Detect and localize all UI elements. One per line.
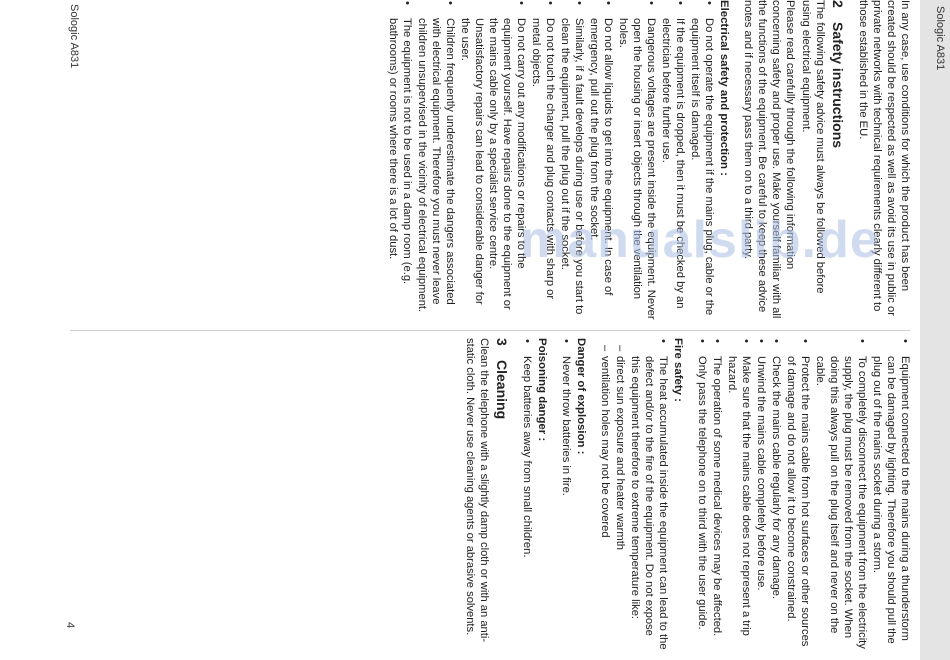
page-number: 4 [64,622,76,629]
fire-safety-list [628,338,670,650]
dash-item: – direct sun exposure and heater warmth [613,338,627,650]
poisoning-list [520,338,534,650]
fire-safety-heading: Fire safety : [672,338,684,402]
section-3-heading [493,338,510,650]
list-item: • The operation of some medical devices may be affected. [710,338,724,650]
list-item: • If the equipment is dropped, then it must be checked by an electrician before further use. [659,0,687,322]
cleaning-paragraph: Clean the telephone with a slightly damp cloth or with an anti-static cloth. Never use cleaning agents or abrasive solvents. [464,338,490,643]
list-item: • Unwind the mains cable completely before use. [754,338,768,650]
list-item: • Do not touch the charger and plug contacts with sharp or metal objects. [529,0,557,322]
list-item: • Keep batteries away from small children. [520,338,534,650]
fire-dash-list [598,338,627,650]
explosion-heading: Danger of explosion : [575,338,587,455]
list-item: • Do not allow liquids to get into the equipment. In case of emergency, pull out the plug from the socket. [587,0,615,322]
section-2-heading [829,0,846,322]
list-item: • Protect the mains cable from hot surfaces or other sources of damage and do not allow it to become constrained. [784,338,812,650]
page-footer: Sologic A831 [68,4,80,69]
section-title: Cleaning [494,360,510,420]
dash-item: – ventilation holes may not be covered [598,338,612,650]
list-item: • Never throw batteries in fire. [559,338,573,650]
section-title: Safety instructions [830,22,846,149]
column-divider [70,330,910,331]
safety-paragraph-2: Please read carefully through the following information concerning safety and proper use. Make yourself familiar with all the functions of the equipment. Be careful to keep these advice notes and if necessary pass them on to a third party. [742,0,796,319]
electrical-safety-heading: Electrical safety and protection : [718,0,730,176]
poisoning-heading: Poisoning danger : [536,338,548,442]
list-item: • Only pass the telephone on to third with the user guide. [695,338,709,650]
list-item: • The heat accumulated inside the equipment can lead to the defect and/or to the fire of the equipment. Do not expose this equipment therefore to extreme temperature like: [628,338,670,650]
list-item: • Do not operate the equipment if the mains plug, cable or the equipment itself is damaged. [688,0,716,322]
list-item: • Do not carry out any modifications or repairs to the equipment yourself. Have repairs done to the equipment or the mains cable only by a specialist service centre. Unsatisfactory repairs can lead to considerable danger for the user. [458,0,528,322]
intro-paragraph: In any case, use conditions for which the product has been created should be respected as well as avoid its use in public or private networks with technical requirements clearly different to those established in the EU. [857,0,911,316]
electrical-safety-list [386,0,716,322]
page-header: Sologic A831 [934,6,946,71]
safety-paragraph-1: The following safety advice must always be followed before using electrical equipment. [800,0,826,294]
mains-safety-list [695,338,912,650]
list-item: • Equipment connected to the mains during a thunderstorm can be damaged by lighting. Therefore you should pull the plug out of the mains socket during a storm. [870,338,912,650]
explosion-list [559,338,573,650]
left-column [385,0,912,322]
watermark: manualslib.de [520,211,880,269]
list-item: • Check the mains cable regularly for any damage. [769,338,783,650]
list-item: • To completely disconnect the equipment from the electricity supply, the plug must be removed from the socket. When doing this always pull on the plug itself and never on the cable. [813,338,869,650]
section-number: 2 [830,0,846,8]
list-item: • Similarly, if a fault develops during use or before you start to clean the equipment, pull the plug out if the socket. [558,0,586,322]
list-item: • The equipment is not to be used in a damp room (e.g. bathrooms) or rooms where there is a lot of dust. [386,0,414,322]
list-item: • Make sure that the mains cable does not represent a trip hazard. [725,338,753,650]
list-item: • Children frequently underestimate the dangers associated with electrical equipment. Therefore you must never leave children unsupervised in the vicinity of electrical equipment. [415,0,457,322]
list-item: • Dangerous voltages are present inside the equipment. Never open the housing or insert objects through the ventilation holes. [616,0,658,322]
section-number: 3 [494,338,510,346]
right-column [461,338,912,650]
